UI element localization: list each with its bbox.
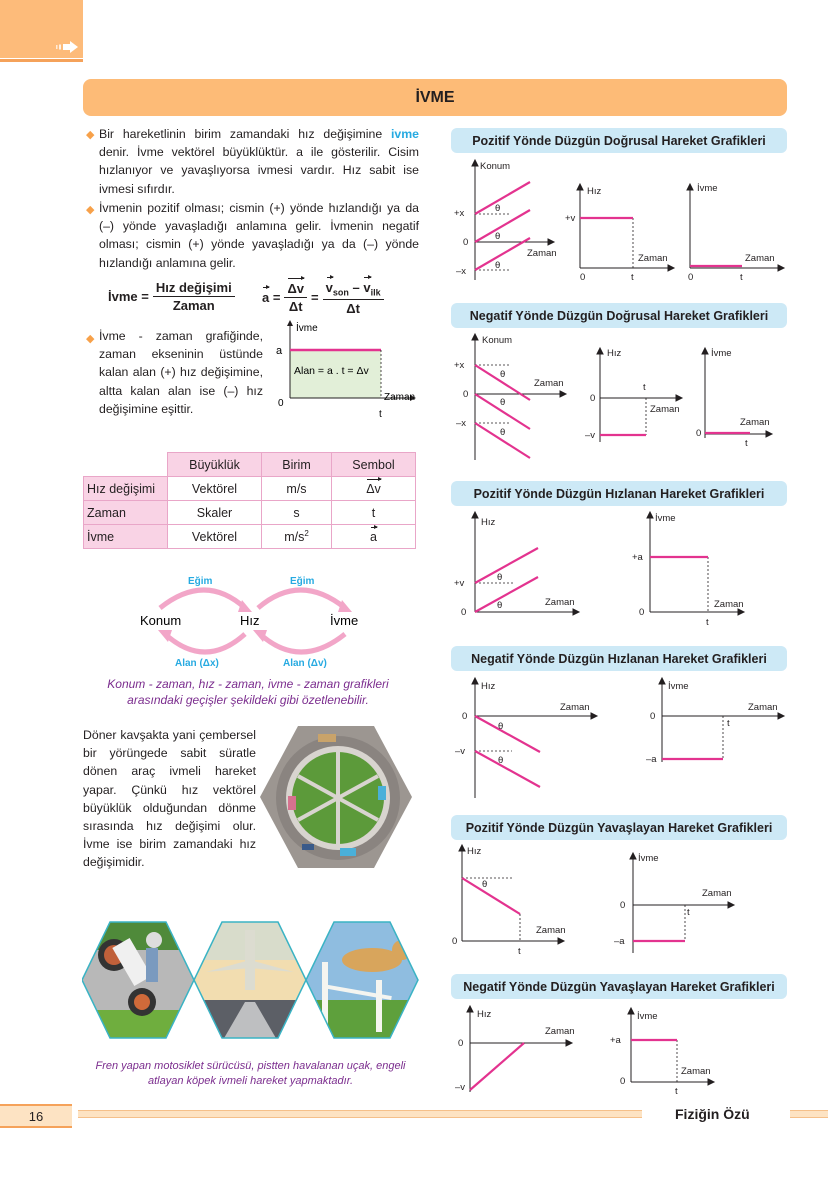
svg-text:Zaman: Zaman: [638, 253, 668, 264]
neg-decel-graphs: [450, 1004, 790, 1099]
svg-text:Zaman: Zaman: [534, 378, 564, 389]
svg-text:–x: –x: [456, 418, 467, 429]
svg-text:Zaman: Zaman: [714, 599, 744, 610]
svg-text:t: t: [631, 272, 634, 283]
diagram-caption: Konum - zaman, hız - zaman, ivme - zaman grafikleri arasındaki geçişler şekildeki gibi özetlenebilir.: [107, 677, 389, 707]
svg-text:a: a: [276, 345, 283, 357]
svg-text:+v: +v: [565, 213, 576, 224]
units-table: [83, 452, 416, 549]
corner-divider: [0, 59, 83, 62]
svg-text:t: t: [379, 409, 382, 420]
photos-caption: Fren yapan motosiklet sürücüsü, pistten havalanan uçak, engeli atlayan köpek ivmeli hareket yapmaktadır.: [95, 1060, 406, 1087]
svg-text:0: 0: [696, 428, 702, 439]
svg-text:0: 0: [278, 398, 284, 409]
svg-text:Zaman: Zaman: [545, 1026, 575, 1037]
svg-text:Hız: Hız: [477, 1009, 492, 1020]
svg-text:t: t: [643, 382, 646, 393]
section-title-neg-decel: Negatif Yönde Düzgün Yavaşlayan Hareket Grafikleri: [451, 974, 787, 999]
svg-text:Konum: Konum: [140, 613, 182, 628]
svg-text:t: t: [706, 617, 709, 625]
svg-text:–a: –a: [614, 936, 625, 947]
svg-text:–x: –x: [456, 266, 467, 277]
svg-text:Zaman: Zaman: [740, 417, 770, 428]
svg-text:İvme: İvme: [330, 613, 359, 628]
svg-text:Konum: Konum: [480, 161, 511, 172]
svg-text:–v: –v: [455, 1082, 466, 1093]
section-title-pos-uniform: Pozitif Yönde Düzgün Doğrusal Hareket Grafikleri: [451, 128, 787, 153]
page-title-bar: [83, 79, 787, 116]
ivme-area-graph: [270, 318, 420, 422]
svg-text:0: 0: [650, 711, 656, 722]
header-birim: Birim: [262, 453, 332, 477]
svg-text:Alan = a . t = Δv: Alan = a . t = Δv: [294, 365, 369, 377]
section-title-neg-accel: Negatif Yönde Düzgün Hızlanan Hareket Grafikleri: [451, 646, 787, 671]
svg-text:0: 0: [461, 607, 467, 618]
formula-ivme-symbols: a = $\frac{\Delta v}{\Delta t}$ = $\frac{v_{son} - v_{ilk}}{\Delta t}$: [262, 280, 388, 316]
svg-text:Hız: Hız: [481, 681, 496, 692]
area-note-text: İvme - zaman grafiğinde, zaman ekseninin üstünde kalan alan (+) hız değişimine, altta kalan alan ise (–) hız değişimine eşittir.: [99, 329, 263, 416]
svg-text:+v: +v: [454, 578, 465, 589]
bullet-icon: ◆: [86, 204, 95, 216]
svg-text:+x: +x: [454, 208, 465, 219]
svg-text:θ: θ: [482, 879, 488, 890]
roundabout-text: Döner kavşakta yani çembersel bir yörüngede sabit süratle dönen araç ivmeli hareket yapar. Çünkü hız vektörel büyüklük olduğundan dönme sırasında hız değişimi olur. İvme ise birim zamandaki hız değişimidir.: [83, 728, 256, 870]
pos-uniform-graphs: [450, 158, 790, 283]
svg-text:Eğim: Eğim: [188, 576, 213, 587]
bullet-icon: ◆: [86, 333, 95, 345]
svg-text:θ: θ: [500, 397, 506, 408]
intro-paragraph-1: Bir hareketlinin birim zamandaki hız değişimine ivme denir. İvme vektörel büyüklüktür. a ile gösterilir. Cisim hızlanıyor ve yavaşlıyorsa ivmesi vardır. Hız sabit ise ivmesi sıfırdır.: [99, 127, 419, 196]
svg-text:Hız: Hız: [240, 613, 260, 628]
svg-text:İvme: İvme: [711, 348, 732, 359]
svg-text:0: 0: [463, 389, 469, 400]
svg-text:İvme: İvme: [655, 513, 676, 524]
svg-text:Alan (Δx): Alan (Δx): [175, 658, 219, 669]
transition-diagram: [120, 572, 380, 672]
svg-text:Zaman: Zaman: [745, 253, 775, 264]
svg-text:t: t: [518, 946, 521, 957]
svg-text:θ: θ: [497, 572, 503, 583]
svg-text:–v: –v: [585, 430, 596, 441]
svg-text:Zaman: Zaman: [681, 1066, 711, 1077]
svg-text:0: 0: [463, 237, 469, 248]
svg-text:Zaman: Zaman: [702, 888, 732, 899]
neg-accel-graphs: [450, 676, 790, 801]
table-row: Hız değişimi Vektörel m/s Δv: [84, 477, 416, 501]
svg-text:Hız: Hız: [481, 517, 496, 528]
motorcycle-photo: [82, 920, 202, 1040]
header-sembol: Sembol: [332, 453, 416, 477]
intro-paragraph-2: İvmenin pozitif olması; cismin (+) yönde hızlandığı ya da (–) yönde yavaşladığı anlamına gelir. İvmenin negatif olması; cismin (+) yönde yavaşladığı ya da (–) yönde hızlandığı anlamına gelir.: [99, 201, 419, 270]
svg-text:İvme: İvme: [638, 853, 659, 864]
roundabout-photo: [260, 726, 412, 868]
svg-text:0: 0: [590, 393, 596, 404]
svg-text:0: 0: [462, 711, 468, 722]
svg-text:0: 0: [620, 900, 626, 911]
svg-text:Zaman: Zaman: [536, 925, 566, 936]
header-buyukluk: Büyüklük: [168, 453, 262, 477]
section-title-pos-decel: Pozitif Yönde Düzgün Yavaşlayan Hareket Grafikleri: [451, 815, 787, 840]
svg-text:0: 0: [452, 936, 458, 947]
svg-text:θ: θ: [497, 600, 503, 611]
table-row: Zaman Skaler s t: [84, 501, 416, 525]
svg-text:İvme: İvme: [296, 323, 318, 334]
airplane-photo: [194, 920, 314, 1040]
svg-text:–a: –a: [646, 754, 657, 765]
footer-divider-right: [790, 1110, 828, 1118]
bullet-icon: ◆: [86, 129, 95, 141]
svg-text:+a: +a: [610, 1035, 621, 1046]
svg-text:θ: θ: [495, 203, 501, 214]
svg-text:θ: θ: [498, 755, 504, 766]
neg-uniform-graphs: [450, 332, 790, 462]
svg-text:İvme: İvme: [637, 1011, 658, 1022]
svg-text:0: 0: [458, 1038, 464, 1049]
svg-text:t: t: [675, 1086, 678, 1097]
svg-text:t: t: [727, 718, 730, 729]
svg-text:Alan (Δv): Alan (Δv): [283, 658, 327, 669]
svg-text:Konum: Konum: [482, 335, 513, 346]
svg-text:t: t: [740, 272, 743, 283]
pos-decel-graphs: [450, 843, 790, 958]
svg-text:0: 0: [620, 1076, 626, 1087]
page-number: 16: [0, 1104, 72, 1128]
footer-divider-left: [78, 1110, 642, 1118]
dog-photo: [306, 920, 422, 1040]
svg-text:Zaman: Zaman: [545, 597, 575, 608]
svg-text:θ: θ: [495, 260, 501, 271]
svg-text:Zaman: Zaman: [384, 392, 416, 403]
svg-text:Zaman: Zaman: [650, 404, 680, 415]
pos-accel-graphs: [450, 510, 790, 625]
svg-text:0: 0: [580, 272, 586, 283]
svg-text:–v: –v: [455, 746, 466, 757]
acceleration-photos: [82, 920, 422, 1040]
svg-text:Zaman: Zaman: [560, 702, 590, 713]
svg-text:t: t: [745, 438, 748, 449]
svg-text:t: t: [687, 907, 690, 918]
section-title-pos-accel: Pozitif Yönde Düzgün Hızlanan Hareket Grafikleri: [451, 481, 787, 506]
svg-text:θ: θ: [495, 231, 501, 242]
page-title: İVME: [415, 88, 455, 106]
svg-text:Zaman: Zaman: [527, 248, 557, 259]
svg-text:+a: +a: [632, 552, 643, 563]
table-row: İvme Vektörel $m/s^2$ a: [84, 525, 416, 549]
svg-text:θ: θ: [500, 427, 506, 438]
formula-ivme-words: İvme = $\frac{\text{Hız değişimi}}{\text{Zaman}}$: [108, 280, 239, 313]
brand-name: Fiziğin Özü: [675, 1106, 750, 1122]
svg-text:+x: +x: [454, 360, 465, 371]
svg-text:Hız: Hız: [587, 186, 602, 197]
svg-text:0: 0: [639, 607, 645, 618]
svg-text:Eğim: Eğim: [290, 576, 315, 587]
svg-text:0: 0: [688, 272, 694, 283]
svg-text:İvme: İvme: [668, 681, 689, 692]
svg-text:Hız: Hız: [467, 846, 482, 857]
svg-text:θ: θ: [500, 369, 506, 380]
section-title-neg-uniform: Negatif Yönde Düzgün Doğrusal Hareket Grafikleri: [451, 303, 787, 328]
svg-text:Zaman: Zaman: [748, 702, 778, 713]
svg-text:Hız: Hız: [607, 348, 622, 359]
arrow-right-icon: [56, 40, 82, 54]
svg-text:İvme: İvme: [697, 183, 718, 194]
svg-text:θ: θ: [498, 721, 504, 732]
